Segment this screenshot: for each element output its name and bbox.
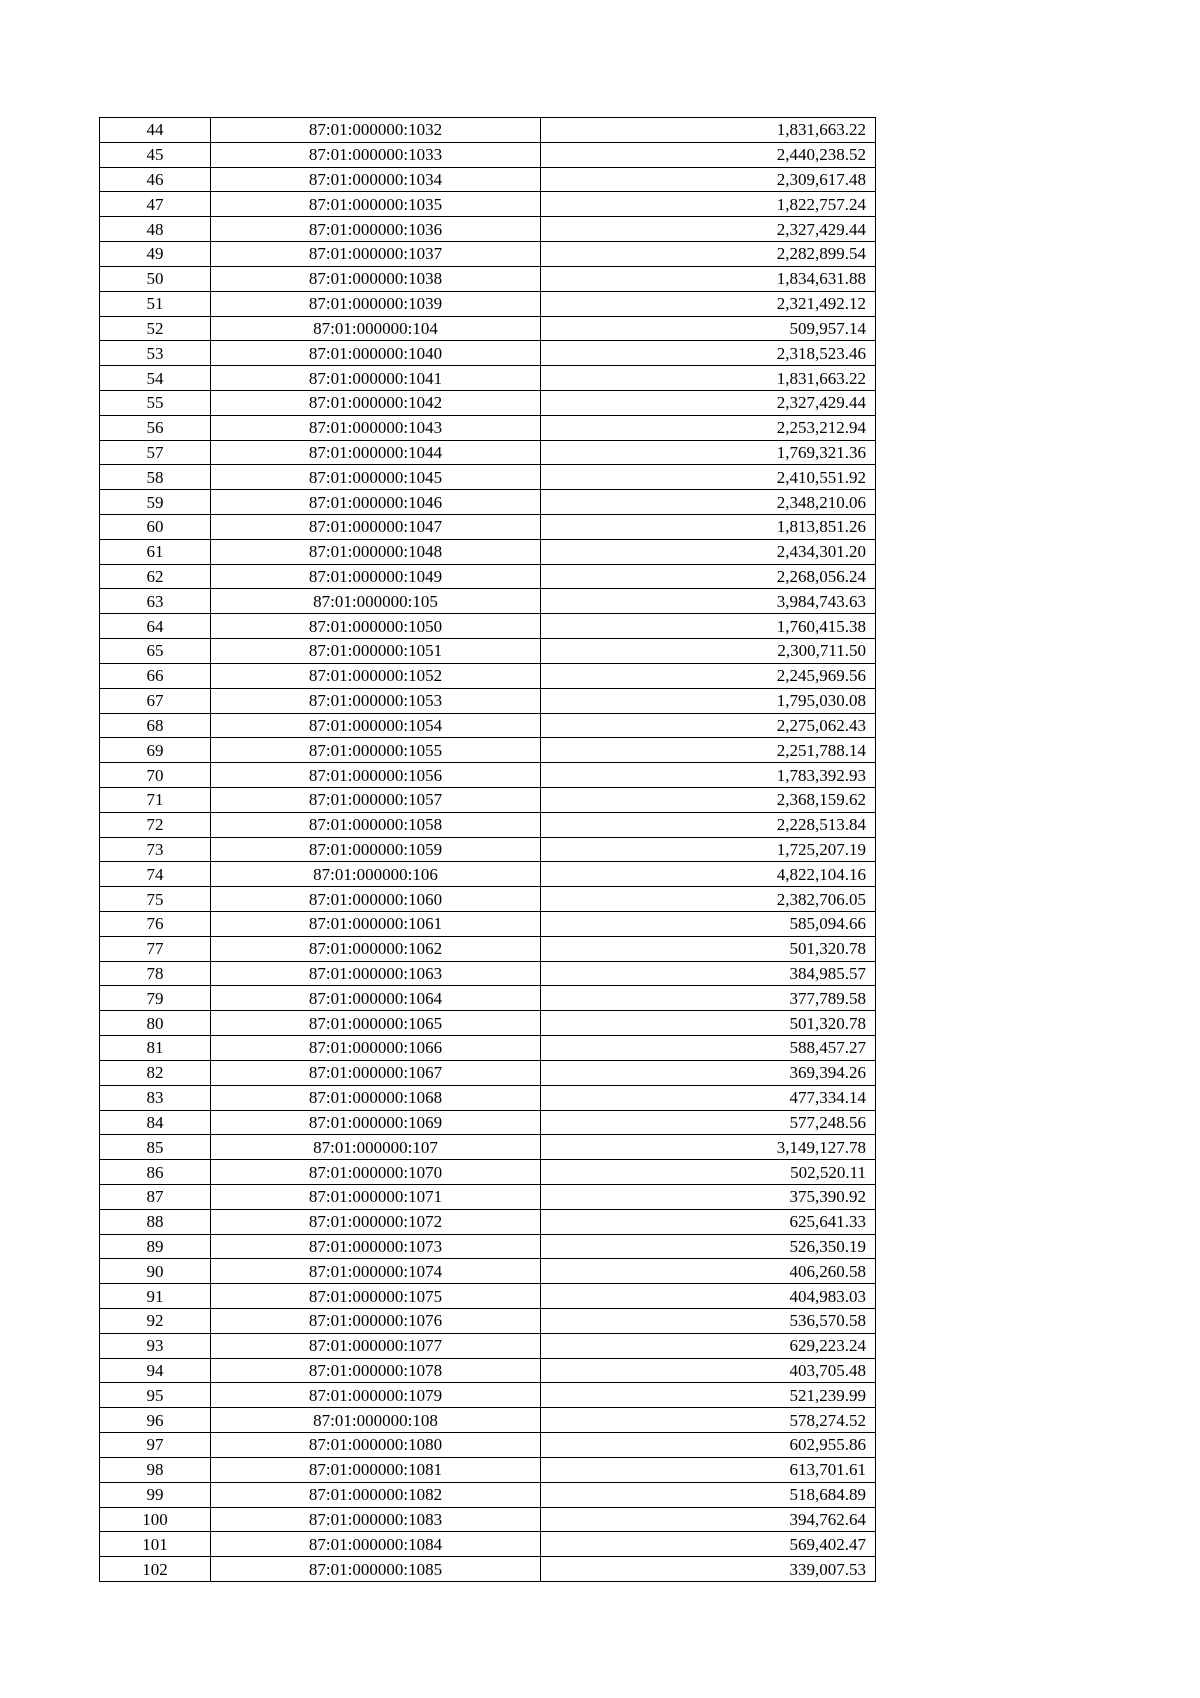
table-row: [100, 936, 876, 961]
cadastral-number-cell: 87:01:000000:1054: [211, 713, 541, 738]
row-number-cell: 71: [100, 787, 211, 812]
cadastral-number-cell: 87:01:000000:104: [211, 316, 541, 341]
table-row: [100, 887, 876, 912]
value-cell: 403,705.48: [541, 1358, 876, 1383]
row-number-cell: 60: [100, 515, 211, 540]
value-cell: 1,822,757.24: [541, 192, 876, 217]
cadastral-number-cell: 87:01:000000:1036: [211, 217, 541, 242]
cadastral-number-cell: 87:01:000000:1076: [211, 1309, 541, 1334]
value-cell: 1,831,663.22: [541, 366, 876, 391]
value-cell: 2,368,159.62: [541, 787, 876, 812]
value-cell: 2,282,899.54: [541, 242, 876, 267]
cadastral-number-cell: 87:01:000000:1061: [211, 912, 541, 937]
row-number-cell: 49: [100, 242, 211, 267]
table-row: [100, 912, 876, 937]
row-number-cell: 86: [100, 1160, 211, 1185]
cadastral-number-cell: 87:01:000000:1044: [211, 440, 541, 465]
cadastral-number-cell: 87:01:000000:107: [211, 1135, 541, 1160]
table-row: [100, 1309, 876, 1334]
value-cell: 2,382,706.05: [541, 887, 876, 912]
value-cell: 602,955.86: [541, 1433, 876, 1458]
value-cell: 3,984,743.63: [541, 589, 876, 614]
value-cell: 1,783,392.93: [541, 763, 876, 788]
value-cell: 2,275,062.43: [541, 713, 876, 738]
row-number-cell: 100: [100, 1507, 211, 1532]
value-cell: 2,300,711.50: [541, 639, 876, 664]
table-row: [100, 316, 876, 341]
table-row: [100, 1110, 876, 1135]
row-number-cell: 90: [100, 1259, 211, 1284]
row-number-cell: 93: [100, 1333, 211, 1358]
value-cell: 521,239.99: [541, 1383, 876, 1408]
table-row: [100, 812, 876, 837]
row-number-cell: 79: [100, 986, 211, 1011]
row-number-cell: 55: [100, 390, 211, 415]
value-cell: 1,834,631.88: [541, 266, 876, 291]
value-cell: 2,245,969.56: [541, 663, 876, 688]
cadastral-number-cell: 87:01:000000:1032: [211, 118, 541, 143]
value-cell: 477,334.14: [541, 1085, 876, 1110]
table-row: [100, 539, 876, 564]
table-row: [100, 1284, 876, 1309]
row-number-cell: 47: [100, 192, 211, 217]
row-number-cell: 56: [100, 415, 211, 440]
row-number-cell: 88: [100, 1209, 211, 1234]
row-number-cell: 83: [100, 1085, 211, 1110]
value-cell: 509,957.14: [541, 316, 876, 341]
table-row: [100, 1333, 876, 1358]
table-row: [100, 440, 876, 465]
row-number-cell: 63: [100, 589, 211, 614]
value-cell: 384,985.57: [541, 961, 876, 986]
row-number-cell: 73: [100, 837, 211, 862]
row-number-cell: 96: [100, 1408, 211, 1433]
cadastral-number-cell: 87:01:000000:1071: [211, 1184, 541, 1209]
cadastral-number-cell: 87:01:000000:1075: [211, 1284, 541, 1309]
row-number-cell: 51: [100, 291, 211, 316]
row-number-cell: 52: [100, 316, 211, 341]
value-cell: 501,320.78: [541, 1011, 876, 1036]
table-row: [100, 663, 876, 688]
cadastral-number-cell: 87:01:000000:1073: [211, 1234, 541, 1259]
cadastral-number-cell: 87:01:000000:1046: [211, 490, 541, 515]
cadastral-number-cell: 87:01:000000:1049: [211, 564, 541, 589]
value-cell: 578,274.52: [541, 1408, 876, 1433]
table-row: [100, 862, 876, 887]
table-row: [100, 1036, 876, 1061]
row-number-cell: 50: [100, 266, 211, 291]
value-cell: 2,410,551.92: [541, 465, 876, 490]
table-row: [100, 242, 876, 267]
cadastral-number-cell: 87:01:000000:1050: [211, 614, 541, 639]
table-row: [100, 192, 876, 217]
table-body: [100, 118, 876, 1582]
cadastral-number-cell: 87:01:000000:108: [211, 1408, 541, 1433]
cadastral-number-cell: 87:01:000000:1079: [211, 1383, 541, 1408]
table-row: [100, 614, 876, 639]
value-cell: 518,684.89: [541, 1482, 876, 1507]
value-cell: 406,260.58: [541, 1259, 876, 1284]
value-cell: 2,434,301.20: [541, 539, 876, 564]
cadastral-number-cell: 87:01:000000:1082: [211, 1482, 541, 1507]
cadastral-number-cell: 87:01:000000:1078: [211, 1358, 541, 1383]
cadastral-number-cell: 87:01:000000:1057: [211, 787, 541, 812]
value-cell: 625,641.33: [541, 1209, 876, 1234]
value-cell: 2,348,210.06: [541, 490, 876, 515]
value-cell: 1,831,663.22: [541, 118, 876, 143]
table-row: [100, 787, 876, 812]
row-number-cell: 77: [100, 936, 211, 961]
row-number-cell: 65: [100, 639, 211, 664]
table-row: [100, 465, 876, 490]
row-number-cell: 99: [100, 1482, 211, 1507]
row-number-cell: 101: [100, 1532, 211, 1557]
row-number-cell: 69: [100, 738, 211, 763]
value-cell: 613,701.61: [541, 1457, 876, 1482]
cadastral-number-cell: 87:01:000000:1035: [211, 192, 541, 217]
cadastral-number-cell: 87:01:000000:1059: [211, 837, 541, 862]
row-number-cell: 74: [100, 862, 211, 887]
row-number-cell: 57: [100, 440, 211, 465]
value-cell: 585,094.66: [541, 912, 876, 937]
row-number-cell: 64: [100, 614, 211, 639]
table-row: [100, 515, 876, 540]
row-number-cell: 59: [100, 490, 211, 515]
cadastral-number-cell: 87:01:000000:1033: [211, 142, 541, 167]
row-number-cell: 95: [100, 1383, 211, 1408]
value-cell: 2,318,523.46: [541, 341, 876, 366]
row-number-cell: 70: [100, 763, 211, 788]
cadastral-number-cell: 87:01:000000:1070: [211, 1160, 541, 1185]
row-number-cell: 62: [100, 564, 211, 589]
table-row: [100, 1507, 876, 1532]
row-number-cell: 84: [100, 1110, 211, 1135]
table-row: [100, 390, 876, 415]
table-row: [100, 1135, 876, 1160]
table-row: [100, 1234, 876, 1259]
cadastral-number-cell: 87:01:000000:1048: [211, 539, 541, 564]
value-cell: 2,327,429.44: [541, 217, 876, 242]
row-number-cell: 98: [100, 1457, 211, 1482]
value-cell: 1,813,851.26: [541, 515, 876, 540]
cadastral-number-cell: 87:01:000000:1064: [211, 986, 541, 1011]
value-cell: 1,760,415.38: [541, 614, 876, 639]
cadastral-number-cell: 87:01:000000:1063: [211, 961, 541, 986]
cadastral-number-cell: 87:01:000000:106: [211, 862, 541, 887]
table-row: [100, 167, 876, 192]
row-number-cell: 97: [100, 1433, 211, 1458]
value-cell: 2,440,238.52: [541, 142, 876, 167]
table-row: [100, 1408, 876, 1433]
cadastral-number-cell: 87:01:000000:1069: [211, 1110, 541, 1135]
cadastral-number-cell: 87:01:000000:1051: [211, 639, 541, 664]
value-cell: 569,402.47: [541, 1532, 876, 1557]
cadastral-number-cell: 87:01:000000:1084: [211, 1532, 541, 1557]
cadastral-number-cell: 87:01:000000:1034: [211, 167, 541, 192]
row-number-cell: 75: [100, 887, 211, 912]
cadastral-number-cell: 87:01:000000:1058: [211, 812, 541, 837]
row-number-cell: 72: [100, 812, 211, 837]
cadastral-number-cell: 87:01:000000:1083: [211, 1507, 541, 1532]
table-row: [100, 713, 876, 738]
cadastral-number-cell: 87:01:000000:1047: [211, 515, 541, 540]
table-row: [100, 415, 876, 440]
table-row: [100, 738, 876, 763]
value-cell: 501,320.78: [541, 936, 876, 961]
cadastral-number-cell: 87:01:000000:1080: [211, 1433, 541, 1458]
table-row: [100, 291, 876, 316]
table-row: [100, 118, 876, 143]
value-cell: 339,007.53: [541, 1557, 876, 1582]
cadastral-number-cell: 87:01:000000:1043: [211, 415, 541, 440]
table-row: [100, 266, 876, 291]
value-cell: 1,725,207.19: [541, 837, 876, 862]
row-number-cell: 94: [100, 1358, 211, 1383]
table-row: [100, 1085, 876, 1110]
value-cell: 502,520.11: [541, 1160, 876, 1185]
row-number-cell: 80: [100, 1011, 211, 1036]
cadastral-number-cell: 87:01:000000:1052: [211, 663, 541, 688]
table-row: [100, 1482, 876, 1507]
table-row: [100, 142, 876, 167]
row-number-cell: 87: [100, 1184, 211, 1209]
row-number-cell: 81: [100, 1036, 211, 1061]
table-row: [100, 1259, 876, 1284]
table-row: [100, 986, 876, 1011]
cadastral-number-cell: 87:01:000000:1074: [211, 1259, 541, 1284]
cadastral-number-cell: 87:01:000000:1072: [211, 1209, 541, 1234]
table-row: [100, 1557, 876, 1582]
row-number-cell: 102: [100, 1557, 211, 1582]
row-number-cell: 91: [100, 1284, 211, 1309]
table-row: [100, 1011, 876, 1036]
table-row: [100, 1160, 876, 1185]
cadastral-number-cell: 87:01:000000:1060: [211, 887, 541, 912]
cadastral-number-cell: 87:01:000000:1038: [211, 266, 541, 291]
value-cell: 377,789.58: [541, 986, 876, 1011]
table-row: [100, 763, 876, 788]
value-cell: 2,327,429.44: [541, 390, 876, 415]
value-cell: 3,149,127.78: [541, 1135, 876, 1160]
table-row: [100, 1532, 876, 1557]
cadastral-number-cell: 87:01:000000:1039: [211, 291, 541, 316]
value-cell: 536,570.58: [541, 1309, 876, 1334]
table-row: [100, 1433, 876, 1458]
value-cell: 4,822,104.16: [541, 862, 876, 887]
value-cell: 2,268,056.24: [541, 564, 876, 589]
cadastral-number-cell: 87:01:000000:1065: [211, 1011, 541, 1036]
row-number-cell: 68: [100, 713, 211, 738]
row-number-cell: 67: [100, 688, 211, 713]
value-cell: 2,228,513.84: [541, 812, 876, 837]
cadastral-number-cell: 87:01:000000:1056: [211, 763, 541, 788]
value-cell: 369,394.26: [541, 1060, 876, 1085]
value-cell: 394,762.64: [541, 1507, 876, 1532]
row-number-cell: 61: [100, 539, 211, 564]
cadastral-number-cell: 87:01:000000:1053: [211, 688, 541, 713]
cadastral-number-cell: 87:01:000000:1067: [211, 1060, 541, 1085]
table-row: [100, 1457, 876, 1482]
value-cell: 404,983.03: [541, 1284, 876, 1309]
table-row: [100, 837, 876, 862]
value-cell: 2,253,212.94: [541, 415, 876, 440]
row-number-cell: 92: [100, 1309, 211, 1334]
row-number-cell: 54: [100, 366, 211, 391]
cadastral-number-cell: 87:01:000000:1037: [211, 242, 541, 267]
table-row: [100, 564, 876, 589]
table-row: [100, 1209, 876, 1234]
table-row: [100, 217, 876, 242]
cadastral-number-cell: 87:01:000000:1066: [211, 1036, 541, 1061]
cadastral-number-cell: 87:01:000000:1042: [211, 390, 541, 415]
row-number-cell: 76: [100, 912, 211, 937]
row-number-cell: 44: [100, 118, 211, 143]
value-cell: 2,251,788.14: [541, 738, 876, 763]
value-cell: 2,309,617.48: [541, 167, 876, 192]
table-row: [100, 639, 876, 664]
cadastral-number-cell: 87:01:000000:1041: [211, 366, 541, 391]
value-cell: 526,350.19: [541, 1234, 876, 1259]
table-row: [100, 490, 876, 515]
cadastral-number-cell: 87:01:000000:1077: [211, 1333, 541, 1358]
cadastral-number-cell: 87:01:000000:105: [211, 589, 541, 614]
cadastral-number-cell: 87:01:000000:1062: [211, 936, 541, 961]
value-cell: 1,795,030.08: [541, 688, 876, 713]
table-row: [100, 366, 876, 391]
row-number-cell: 46: [100, 167, 211, 192]
table-row: [100, 1358, 876, 1383]
row-number-cell: 82: [100, 1060, 211, 1085]
table-row: [100, 1060, 876, 1085]
row-number-cell: 53: [100, 341, 211, 366]
row-number-cell: 45: [100, 142, 211, 167]
table-row: [100, 961, 876, 986]
table-row: [100, 589, 876, 614]
table-row: [100, 688, 876, 713]
row-number-cell: 48: [100, 217, 211, 242]
table-row: [100, 341, 876, 366]
cadastral-number-cell: 87:01:000000:1085: [211, 1557, 541, 1582]
cadastral-number-cell: 87:01:000000:1081: [211, 1457, 541, 1482]
table-row: [100, 1184, 876, 1209]
row-number-cell: 58: [100, 465, 211, 490]
data-table: [99, 117, 876, 1582]
table-row: [100, 1383, 876, 1408]
value-cell: 588,457.27: [541, 1036, 876, 1061]
cadastral-number-cell: 87:01:000000:1055: [211, 738, 541, 763]
cadastral-number-cell: 87:01:000000:1045: [211, 465, 541, 490]
row-number-cell: 85: [100, 1135, 211, 1160]
value-cell: 375,390.92: [541, 1184, 876, 1209]
row-number-cell: 66: [100, 663, 211, 688]
value-cell: 1,769,321.36: [541, 440, 876, 465]
value-cell: 577,248.56: [541, 1110, 876, 1135]
row-number-cell: 78: [100, 961, 211, 986]
value-cell: 629,223.24: [541, 1333, 876, 1358]
cadastral-number-cell: 87:01:000000:1068: [211, 1085, 541, 1110]
value-cell: 2,321,492.12: [541, 291, 876, 316]
row-number-cell: 89: [100, 1234, 211, 1259]
cadastral-number-cell: 87:01:000000:1040: [211, 341, 541, 366]
